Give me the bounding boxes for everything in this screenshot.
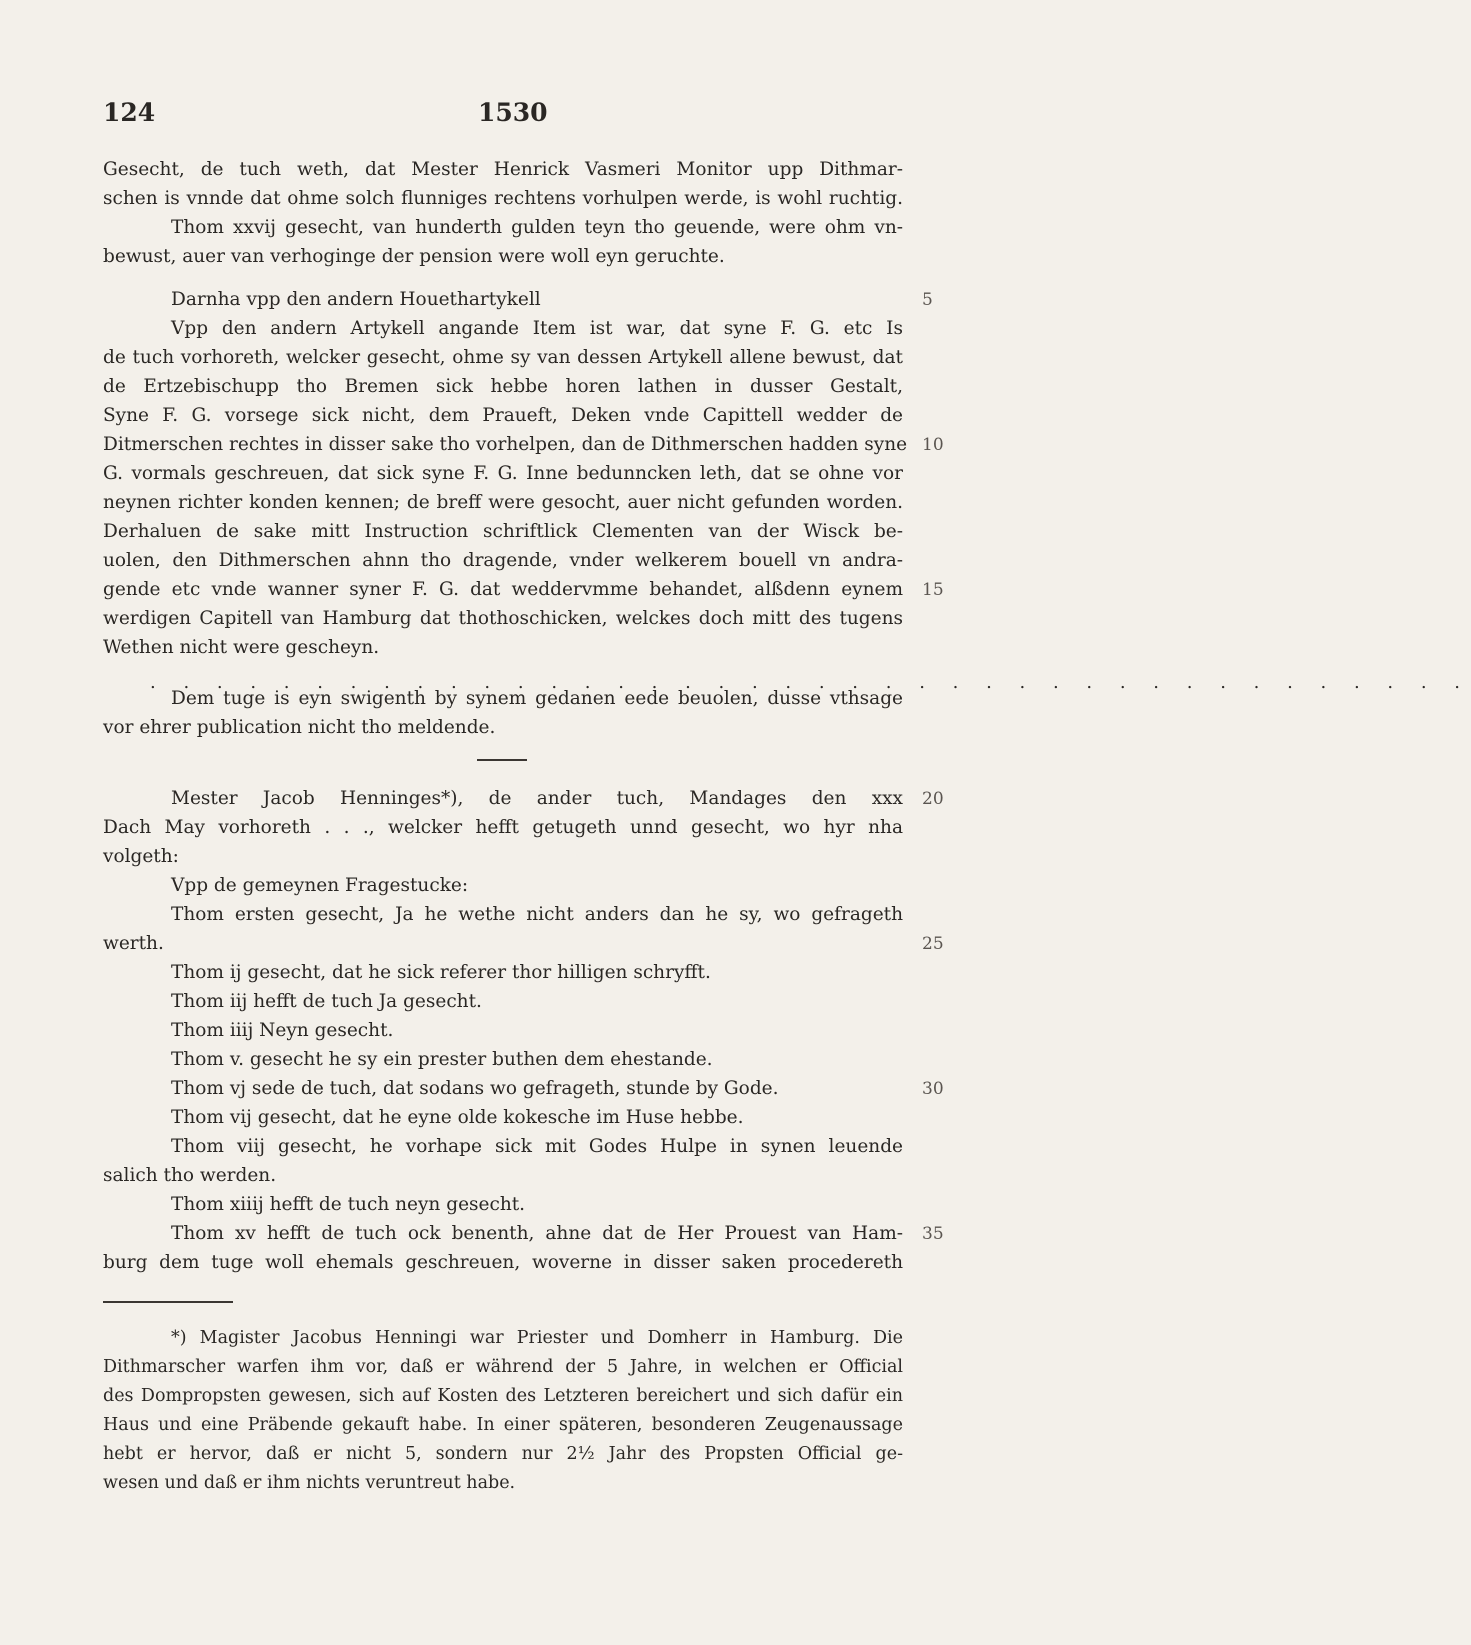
text-line: Darnha vpp den andern Houethartykell [171,289,541,310]
text-line: Syne F. G. vorsege sick nicht, dem Praueft, Deken vnde Capittell wedder de [103,405,903,426]
text-line: Thom xiiij hefft de tuch neyn gesecht. [171,1194,526,1215]
page-number: 124 [103,98,156,127]
text-line: Thom xv hefft de tuch ock benenth, ahne dat de Her Prouest van Ham- [171,1223,903,1244]
text-line: werth. [103,933,164,954]
footnote-line: Haus und eine Präbende gekauft habe. In einer späteren, besonderen Zeugenaussage [103,1415,903,1435]
text-line: Thom vj sede de tuch, dat sodans wo gefrageth, stunde by Gode. [171,1078,779,1099]
footnote-line: Dithmarscher warfen ihm vor, daß er während der 5 Jahre, in welchen er Official [103,1357,903,1377]
section-divider [477,759,527,761]
text-line: bewust, auer van verhoginge der pension were woll eyn geruchte. [103,246,725,267]
omission-dots: . . . . . . . . . . . . . . . . . . . . . . . . . . . . . . . . . . . . . . . . [150,672,1471,693]
text-line: Thom viij gesecht, he vorhape sick mit Godes Hulpe in synen leuende [171,1136,903,1157]
footnote-line: wesen und daß er ihm nichts veruntreut habe. [103,1473,516,1493]
text-line: Ditmerschen rechtes in disser sake tho vorhelpen, dan de Dithmerschen hadden syne [103,434,908,455]
text-line: salich tho werden. [103,1165,277,1186]
text-line: Gesecht, de tuch weth, dat Mester Henrick Vasmeri Monitor upp Dithmar- [103,159,903,180]
text-line: volgeth: [103,846,179,867]
text-line: G. vormals geschreuen, dat sick syne F. G. Inne bedunncken leth, dat se ohne vor [103,463,903,484]
text-line: Vpp de gemeynen Fragestucke: [171,875,469,896]
footnote-line: des Dompropsten gewesen, sich auf Kosten des Letzteren bereichert und sich dafür ein [103,1386,903,1406]
margin-line-number: 25 [922,934,944,954]
text-line: werdigen Capitell van Hamburg dat thothoschicken, welckes doch mitt des tugens [103,608,903,629]
text-line: de tuch vorhoreth, welcker gesecht, ohme sy van dessen Artykell allene bewust, dat [103,347,903,368]
text-line: Thom iij hefft de tuch Ja gesecht. [171,991,482,1012]
footnote-line: hebt er hervor, daß er nicht 5, sondern nur 2½ Jahr des Propsten Official ge- [103,1444,903,1464]
text-line: uolen, den Dithmerschen ahnn tho dragende, vnder welkerem bouell vn andra- [103,550,903,571]
text-line: neynen richter konden kennen; de breff were gesocht, auer nicht gefunden worden. [103,492,903,513]
footnote-rule [103,1301,233,1303]
running-head-year: 1530 [478,98,548,127]
margin-line-number: 35 [922,1224,944,1244]
text-line: Vpp den andern Artykell angande Item ist war, dat syne F. G. etc Is [171,318,903,339]
text-line: Thom ij gesecht, dat he sick referer thor hilligen schryfft. [171,962,711,983]
text-line: schen is vnnde dat ohme solch flunniges rechtens vorhulpen werde, is wohl ruchtig. [103,188,903,209]
text-line: Dach May vorhoreth . . ., welcker hefft getugeth unnd gesecht, wo hyr nha [103,817,903,838]
text-line: vor ehrer publication nicht tho meldende. [103,717,496,738]
margin-line-number: 20 [922,789,944,809]
text-line: Thom iiij Neyn gesecht. [171,1020,394,1041]
margin-line-number: 30 [922,1079,944,1099]
margin-line-number: 5 [922,290,933,310]
text-line: gende etc vnde wanner syner F. G. dat weddervmme behandet, alßdenn eynem [103,579,903,600]
footnote-line: *) Magister Jacobus Henningi war Priester und Domherr in Hamburg. Die [171,1328,903,1348]
text-line: Thom xxvij gesecht, van hunderth gulden teyn tho geuende, were ohm vn- [171,217,903,238]
text-line: de Ertzebischupp tho Bremen sick hebbe horen lathen in dusser Gestalt, [103,376,903,397]
text-line: burg dem tuge woll ehemals geschreuen, woverne in disser saken procedereth [103,1252,903,1273]
text-line: Mester Jacob Henninges*), de ander tuch, Mandages den xxx [171,788,903,809]
margin-line-number: 15 [922,580,944,600]
margin-line-number: 10 [922,435,944,455]
text-line: Dem tuge is eyn swigenth by synem gedanen eede beuolen, dusse vthsage [171,688,903,709]
text-line: Thom vij gesecht, dat he eyne olde kokesche im Huse hebbe. [171,1107,744,1128]
text-line: Thom ersten gesecht, Ja he wethe nicht anders dan he sy, wo gefrageth [171,904,903,925]
text-line: Wethen nicht were gescheyn. [103,637,380,658]
text-line: Thom v. gesecht he sy ein prester buthen dem ehestande. [171,1049,713,1070]
text-line: Derhaluen de sake mitt Instruction schriftlick Clementen van der Wisck be- [103,521,903,542]
